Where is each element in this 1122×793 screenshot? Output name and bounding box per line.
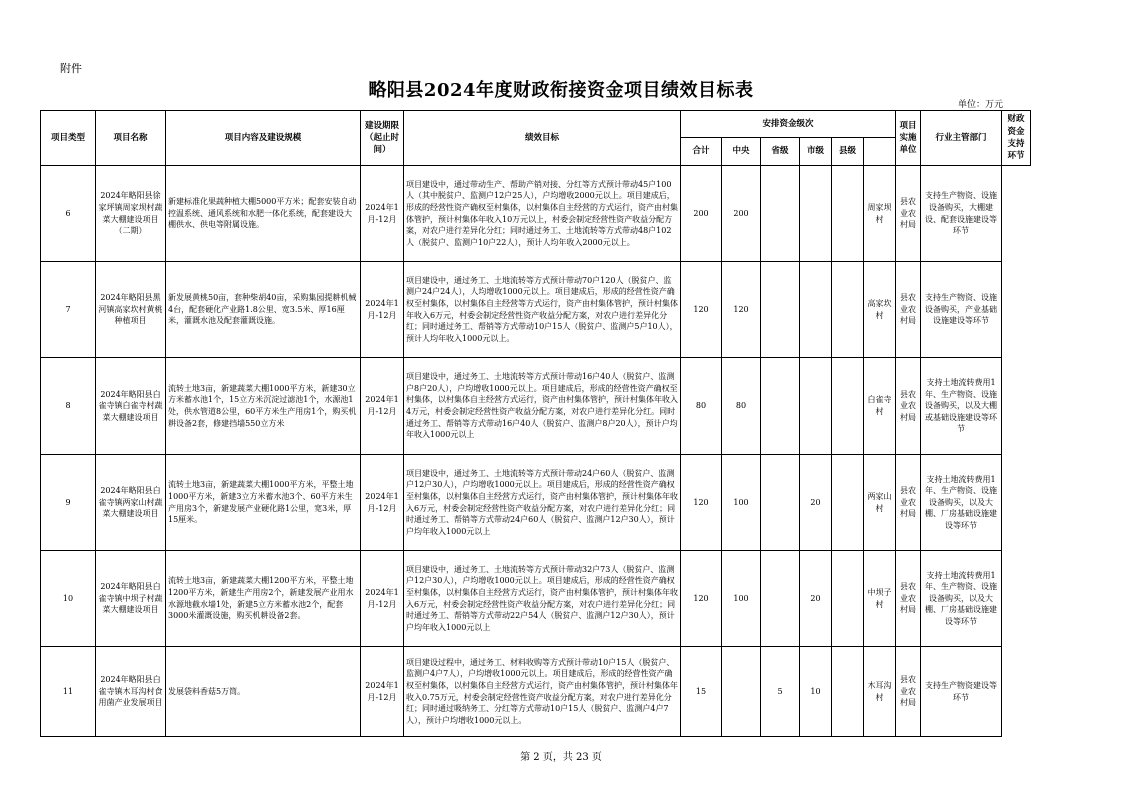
table-row [41, 262, 1031, 358]
fund-province [761, 455, 800, 551]
fund-county [832, 358, 864, 455]
row-number: 9 [41, 455, 96, 551]
fund-support-link: 支持生产物资、设施设备购买，产业基础设施建设等环节 [921, 262, 1002, 358]
fund-central: 100 [722, 551, 761, 647]
fund-support-link: 支持生产物资、设施设备购买，大棚建设、配套设施建设等环节 [921, 166, 1002, 262]
fund-central: 100 [722, 455, 761, 551]
fund-city [800, 166, 832, 262]
fund-county [832, 647, 864, 737]
row-number: 10 [41, 551, 96, 647]
supervising-dept: 县农业农村局 [896, 551, 921, 647]
project-name: 2024年略阳县白雀寺镇木耳沟村食用菌产业发展项目 [96, 647, 166, 737]
project-name: 2024年略阳县白雀寺镇两家山村蔬菜大棚建设项目 [96, 455, 166, 551]
fund-city [800, 358, 832, 455]
performance-table [40, 110, 1031, 737]
fund-county [832, 262, 864, 358]
fund-city: 20 [800, 455, 832, 551]
performance-goal: 项目建设过程中，通过务工、材料收购等方式预计带动10户15人（脱贫户、监测户4户7人），户均增收1000元以上。项目建成后，形成的经营性资产确权至村集体，以村集体自主经营方式运行，资产由村集体管护，预计村集体年收入0.75万元，村委会制定经营性资产收益分配方案，对农户进行差异化分红；同时通过吸纳务工、分红等方式带动10户15人（脱贫户、监测户4户7人），预计户均增收1000元以上。 [404, 647, 681, 737]
project-name: 2024年略阳县徐家坪镇周家坝村蔬菜大棚建设项目（二期） [96, 166, 166, 262]
attachment-label: 附件 [60, 62, 82, 75]
page-footer: 第 2 页，共 23 页 [520, 752, 602, 763]
fund-support-link: 支持土地流转费用1年、生产物资、设施设备购买，以及大棚、厂房基础设施建设等环节 [921, 455, 1002, 551]
implementing-unit: 中坝子村 [864, 551, 896, 647]
table-row [41, 455, 1031, 551]
fund-total: 120 [681, 551, 722, 647]
page-title: 略阳县2024年度财政衔接资金项目绩效目标表 [368, 80, 754, 101]
performance-goal: 项目建设中，通过务工、土地流转等方式预计带动16户40人（脱贫户、监测户8户20人），户均增收1000元以上。项目建成后，形成的经营性资产确权至村集体，以村集体自主经营方式运行，资产由村集体管护，预计村集体年收入4万元，村委会制定经营性资产收益分配方案，对农户进行差异化分红。同时通过务工、帮销等方式带动16户40人（脱贫户、监测户8户20人），预计户均年收入1000元以上 [404, 358, 681, 455]
header-name: 项目名称 [96, 111, 166, 166]
header-city: 市级 [800, 138, 832, 166]
header-impl-unit: 项目实施单位 [896, 111, 921, 166]
header-total: 合计 [681, 138, 722, 166]
fund-city: 20 [800, 551, 832, 647]
table-row [41, 166, 1031, 262]
implementing-unit: 两家山村 [864, 455, 896, 551]
header-link: 财政资金支持环节 [1002, 111, 1031, 166]
fund-province [761, 166, 800, 262]
table-row [41, 647, 1031, 737]
fund-province [761, 262, 800, 358]
header-goal: 绩效目标 [404, 111, 681, 166]
fund-total: 80 [681, 358, 722, 455]
implementing-unit: 周家坝村 [864, 166, 896, 262]
fund-province: 5 [761, 647, 800, 737]
row-number: 11 [41, 647, 96, 737]
header-central: 中央 [722, 138, 761, 166]
supervising-dept: 县农业农村局 [896, 262, 921, 358]
construction-period: 2024年1月-12月 [361, 455, 404, 551]
header-content: 项目内容及建设规模 [166, 111, 361, 166]
supervising-dept: 县农业农村局 [896, 166, 921, 262]
fund-central: 80 [722, 358, 761, 455]
table-row [41, 358, 1031, 455]
fund-county [832, 551, 864, 647]
fund-total: 15 [681, 647, 722, 737]
fund-support-link: 支持土地流转费用1年、生产物资、设施设备购买，以及大棚或基础设施建设等环节 [921, 358, 1002, 455]
performance-goal: 项目建设中，通过务工、土地流转等方式预计带动70户120人（脱贫户、监测户24户24人），人均增收1000元以上。项目建成后，形成的经营性资产确权至村集体，以村集体自主经营等方式运行，资产由村集体管护，预计村集体年收入6万元，村委会制定经营性资产收益分配方案，对农户进行差异化分红；同时通过务工、帮销等方式带动10户15人（脱贫户、监测户5户10人），预计人均年收入1000元以上。 [404, 262, 681, 358]
project-content: 流转土地3亩，新建蔬菜大棚1200平方米，平整土地1200平方米，新建生产用房2个，新建发展产业用水水源地截水墙1处，新建5立方米蓄水池2个，配套3000米灌溉设施，购买机耕设备2套。 [166, 551, 361, 647]
fund-total: 120 [681, 455, 722, 551]
fund-central: 120 [722, 262, 761, 358]
fund-central: 200 [722, 166, 761, 262]
project-name: 2024年略阳县白雀寺镇白雀寺村蔬菜大棚建设项目 [96, 358, 166, 455]
supervising-dept: 县农业农村局 [896, 358, 921, 455]
implementing-unit: 高家坎村 [864, 262, 896, 358]
performance-goal: 项目建设中，通过带动生产、帮助产销对接、分红等方式预计带动45户100人（其中脱贫户、监测户12户25人），户均增收2000元以上。项目建成后，形成的经营性资产确权至村集体，以村集体自主经营的方式运行，资产由村集体管护，预计村集体年收入10万元以上，村委会制定经营性资产收益分配方案，对农户进行差异化分红；同时通过务工、土地流转等方式带动48户102人（脱贫户、监测户10户22人），预计人均年收入2000元以上。 [404, 166, 681, 262]
performance-goal: 项目建设中，通过务工、土地流转等方式预计带动24户60人（脱贫户、监测户12户30人），户均增收1000元以上。项目建成后，形成的经营性资产确权至村集体，以村集体自主经营方式运行，资产由村集体管护，预计村集体年收入6万元，村委会制定经营性资产收益分配方案，对农户进行差异化分红；同时通过务工、帮销等方式带动24户60人（脱贫户、监测户12户30人），预计户均年收入1000元以上 [404, 455, 681, 551]
fund-province [761, 551, 800, 647]
fund-support-link: 支持生产物资建设等环节 [921, 647, 1002, 737]
construction-period: 2024年1月-12月 [361, 262, 404, 358]
header-type: 项目类型 [41, 111, 96, 166]
fund-county [832, 455, 864, 551]
row-number: 6 [41, 166, 96, 262]
fund-city [800, 262, 832, 358]
header-county: 县级 [832, 138, 864, 166]
implementing-unit: 白雀寺村 [864, 358, 896, 455]
fund-total: 200 [681, 166, 722, 262]
fund-central [722, 647, 761, 737]
supervising-dept: 县农业农村局 [896, 647, 921, 737]
project-content: 新建标准化果蔬种植大棚5000平方米；配套安装自动控温系统、通风系统和水肥一体化系统，配套建设大棚供水、供电等附属设施。 [166, 166, 361, 262]
project-content: 流转土地3亩，新建蔬菜大棚1000平方米，新建30立方米蓄水池1个，15立方米沉淀过滤池1个，水源池1处，供水管道8公里，60平方米生产用房1个，购买机耕设备2套，修建挡墙550立方米 [166, 358, 361, 455]
project-content: 发展袋料香菇5万筒。 [166, 647, 361, 737]
project-content: 新发展黄桃50亩，套种柴胡40亩，采购集园提耕机械4台，配套硬化产业路1.8公里、宽3.5米、厚16厘米，灌溉水池及配套灌溉设施。 [166, 262, 361, 358]
supervising-dept: 县农业农村局 [896, 455, 921, 551]
implementing-unit: 木耳沟村 [864, 647, 896, 737]
header-dept: 行业主管部门 [921, 111, 1002, 166]
row-number: 8 [41, 358, 96, 455]
project-name: 2024年略阳县白雀寺镇中坝子村蔬菜大棚建设项目 [96, 551, 166, 647]
construction-period: 2024年1月-12月 [361, 166, 404, 262]
fund-city: 10 [800, 647, 832, 737]
table-row [41, 551, 1031, 647]
header-province: 省级 [761, 138, 800, 166]
performance-goal: 项目建设中，通过务工、土地流转等方式预计带动32户73人（脱贫户、监测户12户30人），户均增收1000元以上。项目建成后，形成的经营性资产确权至村集体，以村集体自主经营方式运行，资产由村集体管护，预计村集体年收入6万元，村委会制定经营性资产收益分配方案，对农户进行差异化分红；同时通过务工、帮销等方式带动22户54人（脱贫户、监测户12户30人），预计户均年收入1000元以上 [404, 551, 681, 647]
fund-province [761, 358, 800, 455]
header-period: 建设期限（起止时间） [361, 111, 404, 166]
header-funds: 安排资金级次 [681, 111, 896, 138]
construction-period: 2024年1月-12月 [361, 647, 404, 737]
fund-total: 120 [681, 262, 722, 358]
unit-label: 单位：万元 [958, 100, 1004, 110]
construction-period: 2024年1月-12月 [361, 551, 404, 647]
row-number: 7 [41, 262, 96, 358]
project-content: 流转土地3亩，新建蔬菜大棚1000平方米，平整土地1000平方米，新建3立方米蓄水池3个、60平方米生产用房3个，新建发展产业硬化路1公里，宽3米，厚15厘米。 [166, 455, 361, 551]
fund-support-link: 支持土地流转费用1年、生产物资、设施设备购买，以及大棚、厂房基础设施建设等环节 [921, 551, 1002, 647]
fund-county [832, 166, 864, 262]
project-name: 2024年略阳县黑河镇高家坎村黄桃种植项目 [96, 262, 166, 358]
construction-period: 2024年1月-12月 [361, 358, 404, 455]
